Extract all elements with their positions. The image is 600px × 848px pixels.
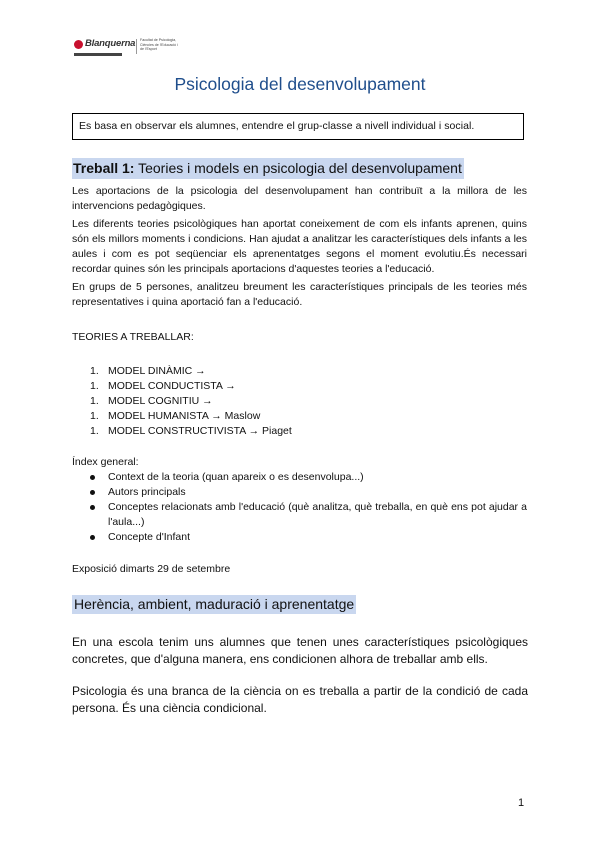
bullet-icon [90,535,95,540]
list-item: 1. MODEL DINÀMIC → [90,365,206,377]
bullet-icon [90,490,95,495]
logo-tag-bar [74,53,122,56]
section1-heading-rest: Teories i models en psicologia del desenvolupament [134,160,462,176]
list-item: 1. MODEL HUMANISTA → Maslow [90,410,261,422]
list-item: 1. MODEL CONSTRUCTIVISTA → Piaget [90,425,292,437]
document-title: Psicologia del desenvolupament [174,74,426,94]
institution-logo [74,38,184,60]
section1-paragraph-1: Les aportacions de la psicologia del desenvolupament han contribuït a la millora de les intervencions pedagògiques. [72,185,527,212]
section1-heading-bold: Treball 1: [73,160,135,176]
section2-paragraph-1: En una escola tenim uns alumnes que tenen unes característiques psicològiques concretes, que d'alguna manera, ens condicionen alhora de treballar amb ells. [72,635,528,666]
section2-paragraph-2: Psicologia és una branca de la ciència on es treballa a partir de la condició de cada persona. És una ciència condicional. [72,684,528,715]
theories-label: TEORIES A TREBALLAR: [72,331,194,343]
section2-heading: Herència, ambient, maduració i aprenentatge [74,596,355,612]
list-item: Concepte d'Infant [90,530,527,545]
logo-divider [136,39,137,54]
bullet-icon [90,475,95,480]
list-item: 1. MODEL COGNITIU → [90,395,213,407]
theories-list [90,364,292,439]
intro-box: Es basa en observar els alumnes, entendre el grup-classe a nivell individual i social. [72,113,524,140]
index-label: Índex general: [72,456,139,468]
list-item: Autors principals [90,485,527,500]
section1-paragraph-2: Les diferents teories psicològiques han aportat coneixement de com els infants aprenen, quins són els millors moments i condicions. Han ajudat a analitzar les característiques dels infants a les aules i com es pot seqüenciar els aprenentatges segons el moment evolutiu.És necessari recordar quines són les principals aportacions d'aquestes teories a l'educació. [72,218,527,275]
logo-subtitle: Facultat de Psicologia, Ciències de l'Educació i de l'Esport [140,38,178,52]
list-item: Context de la teoria (quan apareix o es desenvolupa...) [90,470,527,485]
list-item: 1. MODEL CONDUCTISTA → [90,380,236,392]
section1-heading [72,158,464,179]
index-list [90,470,527,545]
logo-mark-icon [74,40,83,49]
logo-name: Blanquerna [85,38,136,49]
exposition-date: Exposició dimarts 29 de setembre [72,563,231,575]
list-item: Conceptes relacionats amb l'educació (què analitza, què treballa, en què ens pot ajudar a l'aula...) [90,500,527,530]
bullet-icon [90,505,95,510]
section1-paragraph-3: En grups de 5 persones, analitzeu breument les característiques principals de les teories més representatives i quina aportació fan a l'educació. [72,281,527,308]
page-number: 1 [518,797,525,809]
